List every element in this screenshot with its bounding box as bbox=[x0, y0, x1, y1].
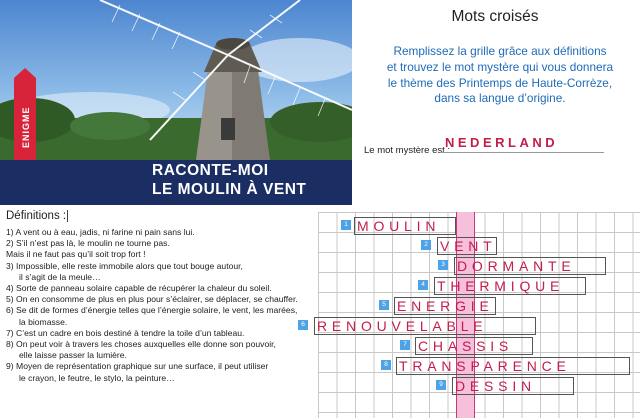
enigme-label: ENIGME bbox=[21, 106, 31, 148]
definition-line: 5) On en consomme de plus en plus pour s’éclairer, se déplacer, se chauffer. bbox=[6, 294, 298, 305]
clue-number-4: 4 bbox=[418, 280, 428, 290]
crossword-answer-1: MOULIN bbox=[357, 218, 441, 234]
instructions-line: et trouvez le mot mystère qui vous donnera bbox=[386, 59, 614, 74]
definition-line: 6) Se dit de formes d’énergie telles que l’énergie solaire, le vent, les marées, bbox=[6, 305, 298, 316]
banner-line-2: LE MOULIN À VENT bbox=[152, 181, 307, 198]
mystery-answer-line bbox=[440, 152, 604, 153]
instructions-line: le thème des Printemps de Haute-Corrèze, bbox=[387, 75, 613, 90]
crossword-answer-8: TRANSPARENCE bbox=[399, 358, 571, 374]
text-cursor bbox=[67, 210, 68, 222]
clue-number-2: 2 bbox=[421, 240, 431, 250]
clue-number-5: 5 bbox=[379, 300, 389, 310]
crossword-answer-4: THERMIQUE bbox=[437, 278, 565, 294]
crossword-answer-7: CHASSIS bbox=[418, 338, 514, 354]
windmill-photo bbox=[0, 0, 352, 160]
clue-number-1: 1 bbox=[341, 220, 351, 230]
instructions-line: Remplissez la grille grâce aux définitions bbox=[393, 44, 607, 58]
definition-line: 8) On peut voir à travers les choses auxquelles elle donne son pouvoir, bbox=[6, 339, 276, 350]
banner-line-1: RACONTE-MOI bbox=[152, 162, 269, 179]
definition-line: 2) S’il n’est pas là, le moulin ne tourne pas. bbox=[6, 238, 170, 249]
clue-number-9: 9 bbox=[436, 380, 446, 390]
definition-line: 4) Sorte de panneau solaire capable de récupérer la chaleur du soleil. bbox=[6, 283, 272, 294]
definitions-list bbox=[6, 227, 306, 384]
definition-line: la biomasse. bbox=[19, 316, 68, 327]
clue-number-7: 7 bbox=[400, 340, 410, 350]
crossword-answer-6: RENOUVELABLE bbox=[317, 318, 488, 334]
crossword-answer-5: ENERGIE bbox=[397, 298, 494, 314]
definition-line: 1) A vent ou à eau, jadis, ni farine ni pain sans lui. bbox=[6, 227, 195, 237]
definitions-title-text: Définitions : bbox=[6, 210, 67, 223]
definition-line: 7) C’est un cadre en bois destiné à tendre la toile d’un tableau. bbox=[6, 327, 245, 338]
definition-line: il s’agit de la meule… bbox=[19, 271, 101, 282]
crossword-answer-3: DORMANTE bbox=[457, 258, 576, 274]
title-banner bbox=[0, 160, 352, 205]
instructions-line: dans sa langue d’origine. bbox=[434, 91, 566, 106]
instructions bbox=[355, 44, 640, 107]
definitions-title bbox=[6, 210, 68, 222]
definition-line: 9) Moyen de représentation graphique sur une surface, il peut utiliser bbox=[6, 361, 269, 372]
enigme-tag bbox=[14, 68, 36, 160]
definition-line: Mais il ne faut pas qu’il soit trop fort ! bbox=[6, 249, 146, 260]
page-title: Mots croisés bbox=[451, 8, 539, 25]
clue-number-8: 8 bbox=[381, 360, 391, 370]
definition-line: elle laisse passer la lumière. bbox=[19, 350, 127, 361]
clue-number-6: 6 bbox=[298, 320, 308, 330]
mystery-word-label: Le mot mystère est : bbox=[364, 145, 451, 156]
definition-line: 3) Impossible, elle reste immobile alors que tout bouge autour, bbox=[6, 260, 243, 271]
clue-number-3: 3 bbox=[438, 260, 448, 270]
definition-line: le crayon, le feutre, le stylo, la peinture… bbox=[19, 372, 175, 383]
crossword-answer-9: DESSIN bbox=[455, 378, 536, 394]
crossword-answer-2: VENT bbox=[440, 238, 497, 254]
mystery-word-answer[interactable]: NEDERLAND bbox=[445, 135, 559, 150]
